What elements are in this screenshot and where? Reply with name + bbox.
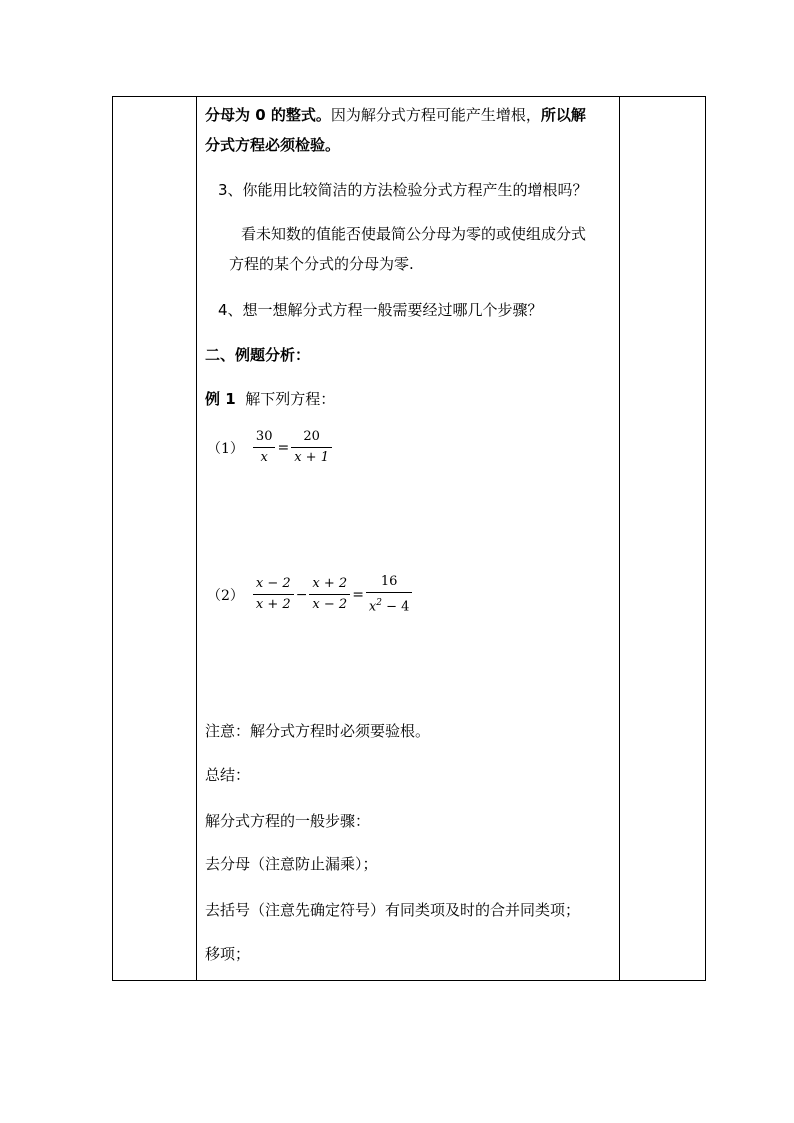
equation-1 <box>207 429 333 466</box>
step-item: 移项； <box>205 945 251 963</box>
example-text: 解下列方程： <box>245 390 336 408</box>
example-heading <box>205 389 335 409</box>
equation-2 <box>207 574 413 615</box>
numerator: 30 <box>255 429 273 444</box>
answer-3-line-1: 看未知数的值能否使最简公分母为零的或使组成分式 <box>241 225 587 243</box>
denominator-base: x <box>368 599 377 615</box>
numerator: x + 2 <box>312 576 348 592</box>
section-heading: 二、例题分析： <box>205 346 311 364</box>
bold-text: 分母为 0 的整式。 <box>205 106 331 124</box>
question-3: 3、你能用比较简洁的方法检验分式方程产生的增根吗？ <box>218 181 588 199</box>
bold-text: 所以解 <box>540 106 586 124</box>
numerator: x − 2 <box>255 576 291 592</box>
summary-title: 总结： <box>205 766 251 784</box>
minus-sign: − <box>295 586 308 603</box>
steps-title: 解分式方程的一般步骤： <box>205 812 371 830</box>
fraction <box>253 429 276 466</box>
note-text: 注意：解分式方程时必须要验根。 <box>205 722 431 740</box>
question-4: 4、想一想解分式方程一般需要经过哪几个步骤？ <box>218 301 543 319</box>
denominator: x + 1 <box>291 447 332 466</box>
fraction <box>253 576 294 613</box>
answer-3-line-2: 方程的某个分式的分母为零. <box>229 255 414 273</box>
table-right-column <box>619 97 705 980</box>
fraction <box>309 576 350 613</box>
equation-label: （2） <box>207 587 244 604</box>
equation-label: （1） <box>207 440 244 457</box>
fraction <box>291 429 332 466</box>
fraction <box>366 574 413 615</box>
denominator: x <box>253 447 276 466</box>
paragraph-line: 分式方程必须检验。 <box>205 136 341 154</box>
paragraph-line <box>205 105 586 125</box>
equals-sign: = <box>277 439 290 456</box>
denominator-rest: − 4 <box>382 599 410 615</box>
example-label: 例 1 <box>205 390 236 408</box>
exponent: 2 <box>376 598 382 608</box>
numerator: 16 <box>380 574 398 589</box>
lesson-table <box>112 96 706 981</box>
normal-text: 因为解分式方程可能产生增根， <box>330 106 541 124</box>
equals-sign: = <box>352 586 364 603</box>
step-item: 去括号（注意先确定符号）有同类项及时的合并同类项； <box>205 901 581 919</box>
step-item: 去分母（注意防止漏乘）； <box>205 855 378 873</box>
numerator: 20 <box>303 429 320 444</box>
table-left-column <box>113 97 197 980</box>
denominator: x + 2 <box>253 594 294 613</box>
denominator <box>366 592 413 615</box>
denominator: x − 2 <box>309 594 350 613</box>
